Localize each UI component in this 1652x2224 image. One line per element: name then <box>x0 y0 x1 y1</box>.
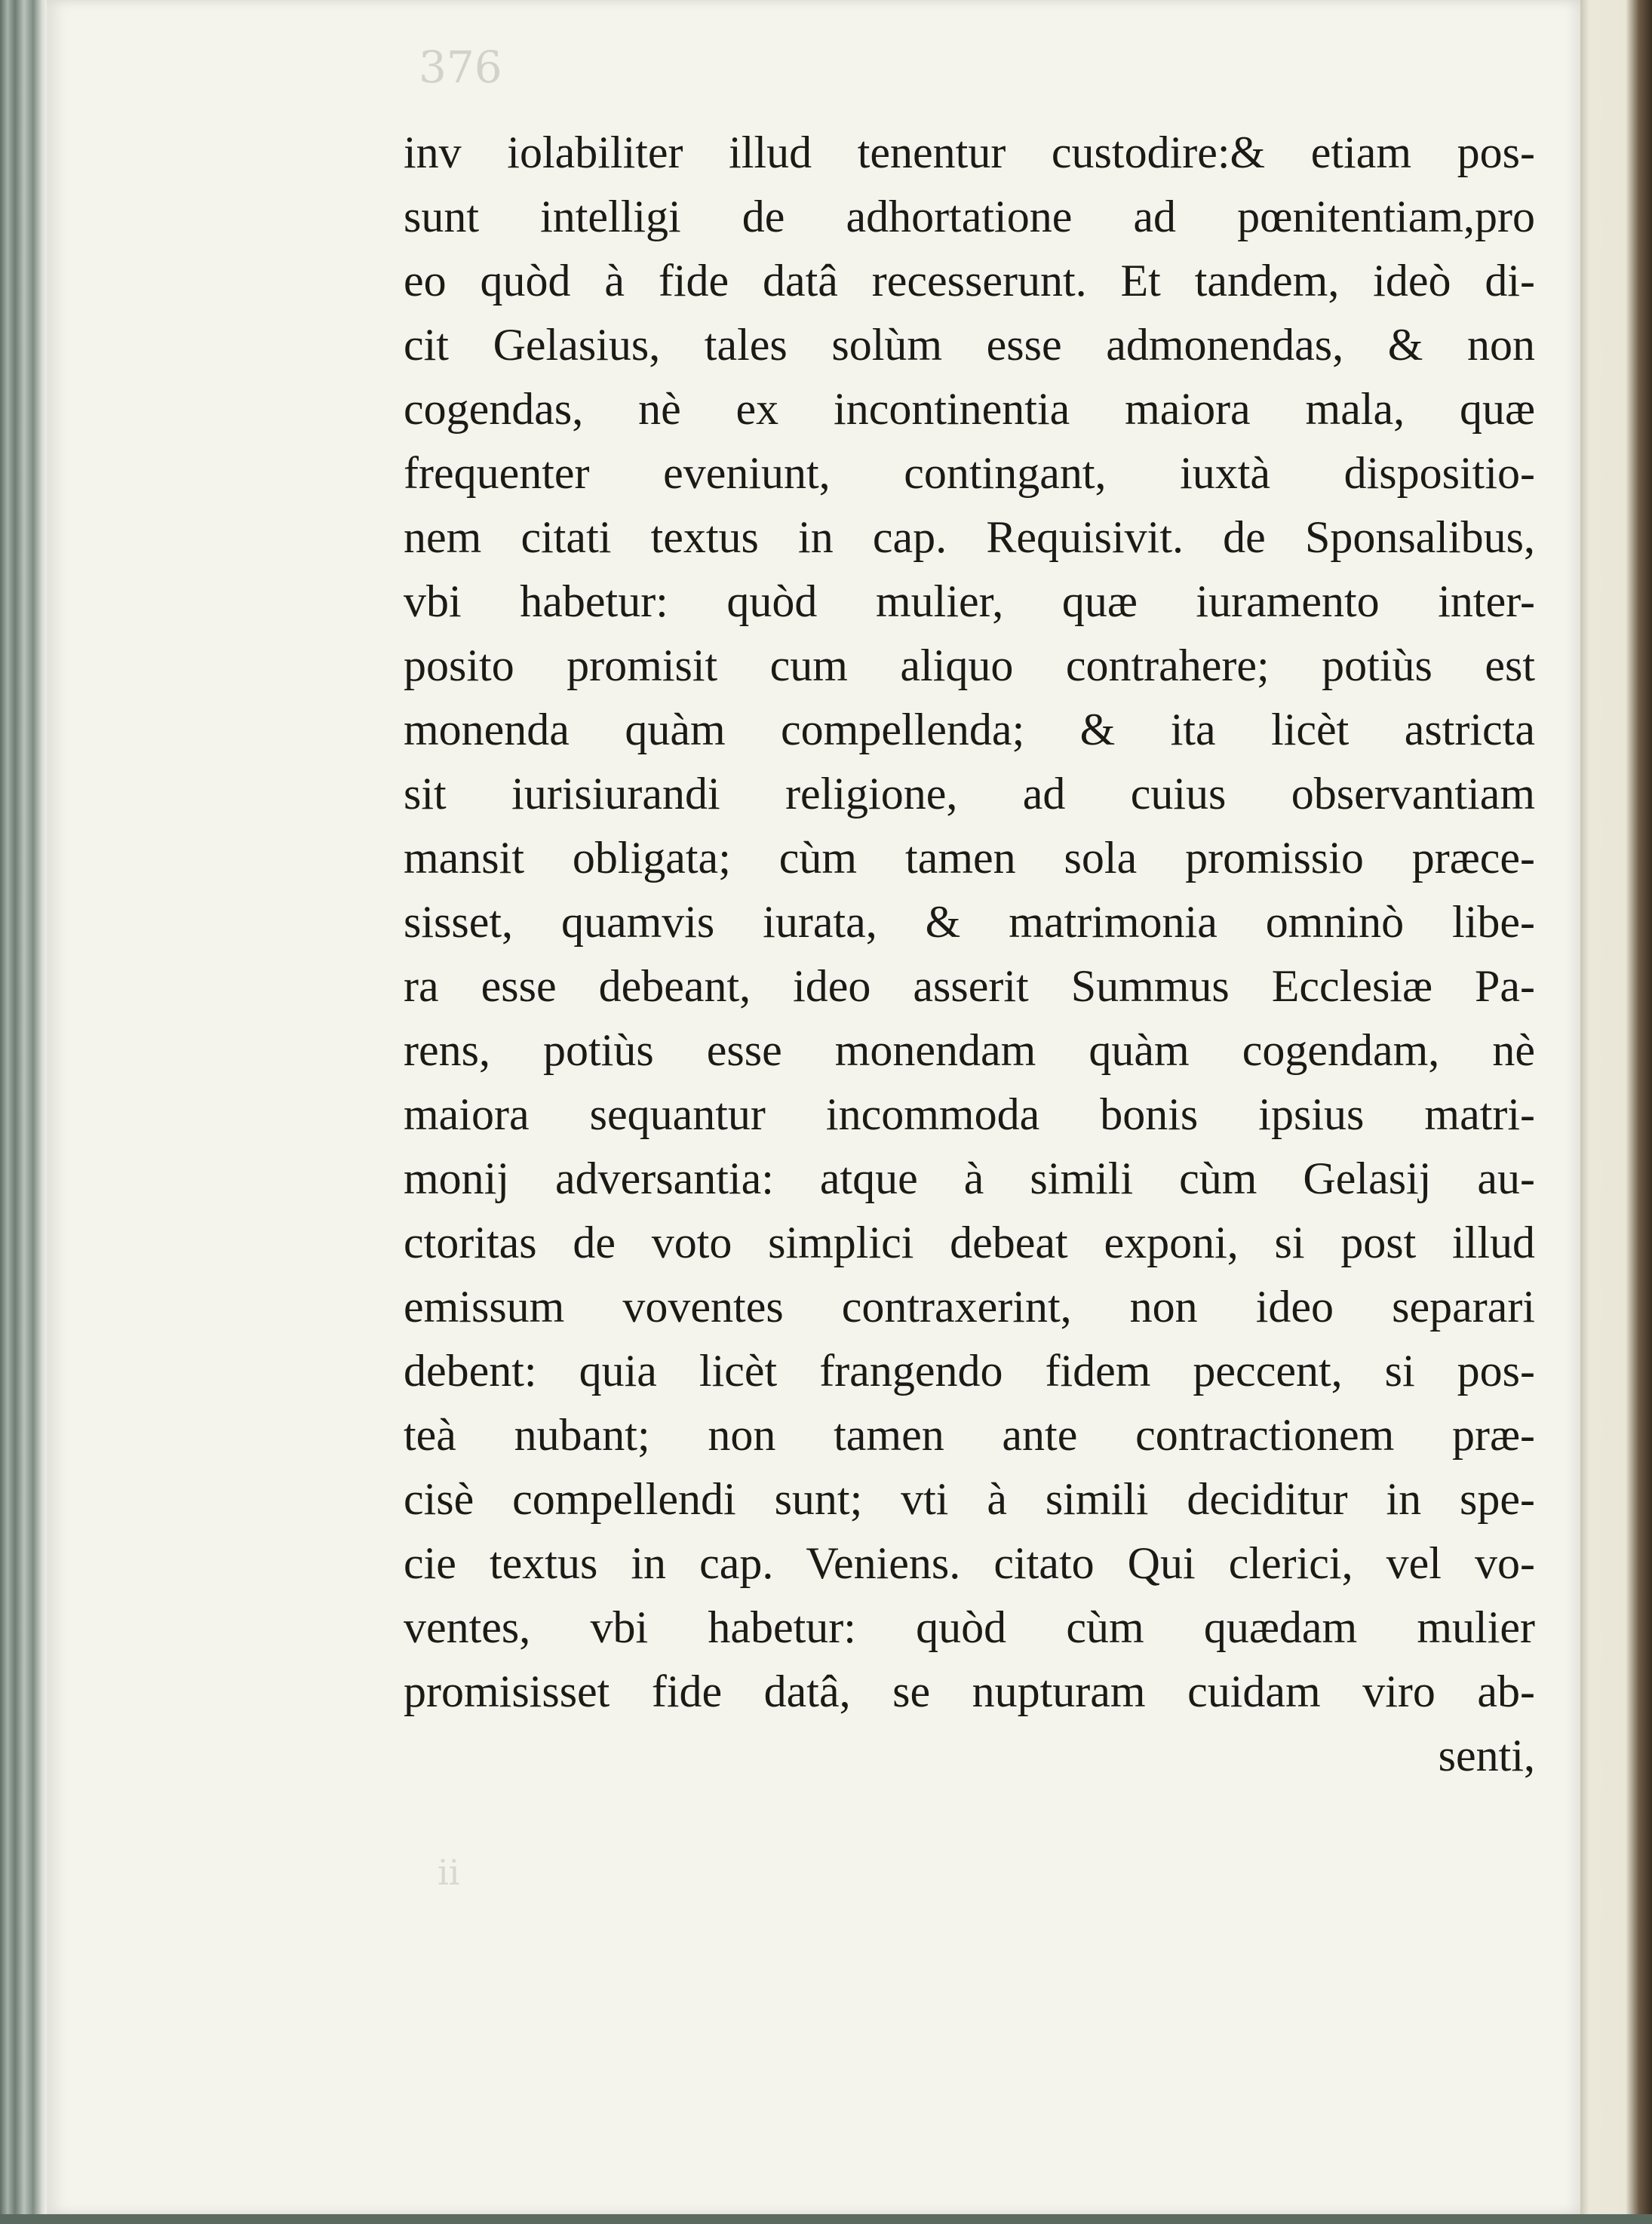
text-line: maiora sequantur incommoda bonis ipsius matri- <box>404 1089 1535 1139</box>
show-through-page-number: 376 <box>419 41 502 93</box>
text-line: ra esse debeant, ideo asserit Summus Ecclesiæ Pa- <box>404 961 1535 1011</box>
book-binding-left-edge <box>0 0 47 2224</box>
text-line: monij adversantia: atque à simili cùm Gelasij au- <box>404 1153 1535 1203</box>
text-line: eo quòd à fide datâ recesserunt. Et tandem, ideò di- <box>404 256 1535 306</box>
text-line: sit iurisiurandi religione, ad cuius observantiam <box>404 769 1535 819</box>
text-line: cie textus in cap. Veniens. citato Qui clerici, vel vo- <box>404 1538 1535 1588</box>
catchword: senti, <box>1438 1731 1535 1780</box>
book-page-right-edge <box>1580 0 1652 2224</box>
text-line: nem citati textus in cap. Requisivit. de Sponsalibus, <box>404 512 1535 562</box>
text-line: sisset, quamvis iurata, & matrimonia omninò libe- <box>404 897 1535 947</box>
text-line: promisisset fide datâ, se nupturam cuidam viro ab- <box>404 1666 1535 1716</box>
page-text-block <box>404 121 1535 1788</box>
text-line: cit Gelasius, tales solùm esse admonendas, & non <box>404 320 1535 370</box>
text-line: teà nubant; non tamen ante contractionem præ- <box>404 1410 1535 1460</box>
text-line: mansit obligata; cùm tamen sola promissio præce- <box>404 833 1535 883</box>
text-line: posito promisit cum aliquo contrahere; potiùs est <box>404 640 1535 690</box>
text-line: debent: quia licèt frangendo fidem peccent, si pos- <box>404 1346 1535 1396</box>
text-line: emissum voventes contraxerint, non ideo separari <box>404 1282 1535 1332</box>
text-line: cogendas, nè ex incontinentia maiora mala, quæ <box>404 384 1535 434</box>
text-line: inv iolabiliter illud tenentur custodire:& etiam pos- <box>404 127 1535 177</box>
text-line: ventes, vbi habetur: quòd cùm quædam mulier <box>404 1602 1535 1652</box>
text-line: ctoritas de voto simplici debeat exponi, si post illud <box>404 1218 1535 1267</box>
show-through-mark: ii <box>438 1852 460 1893</box>
text-line: frequenter eveniunt, contingant, iuxtà dispositio- <box>404 448 1535 498</box>
text-line: sunt intelligi de adhortatione ad pœnitentiam,pro <box>404 192 1535 241</box>
book-binding-bottom-edge <box>0 2214 1652 2224</box>
text-line: rens, potiùs esse monendam quàm cogendam, nè <box>404 1025 1535 1075</box>
text-line: vbi habetur: quòd mulier, quæ iuramento inter- <box>404 576 1535 626</box>
text-line: monenda quàm compellenda; & ita licèt astricta <box>404 705 1535 754</box>
text-line: cisè compellendi sunt; vti à simili deciditur in spe- <box>404 1474 1535 1524</box>
